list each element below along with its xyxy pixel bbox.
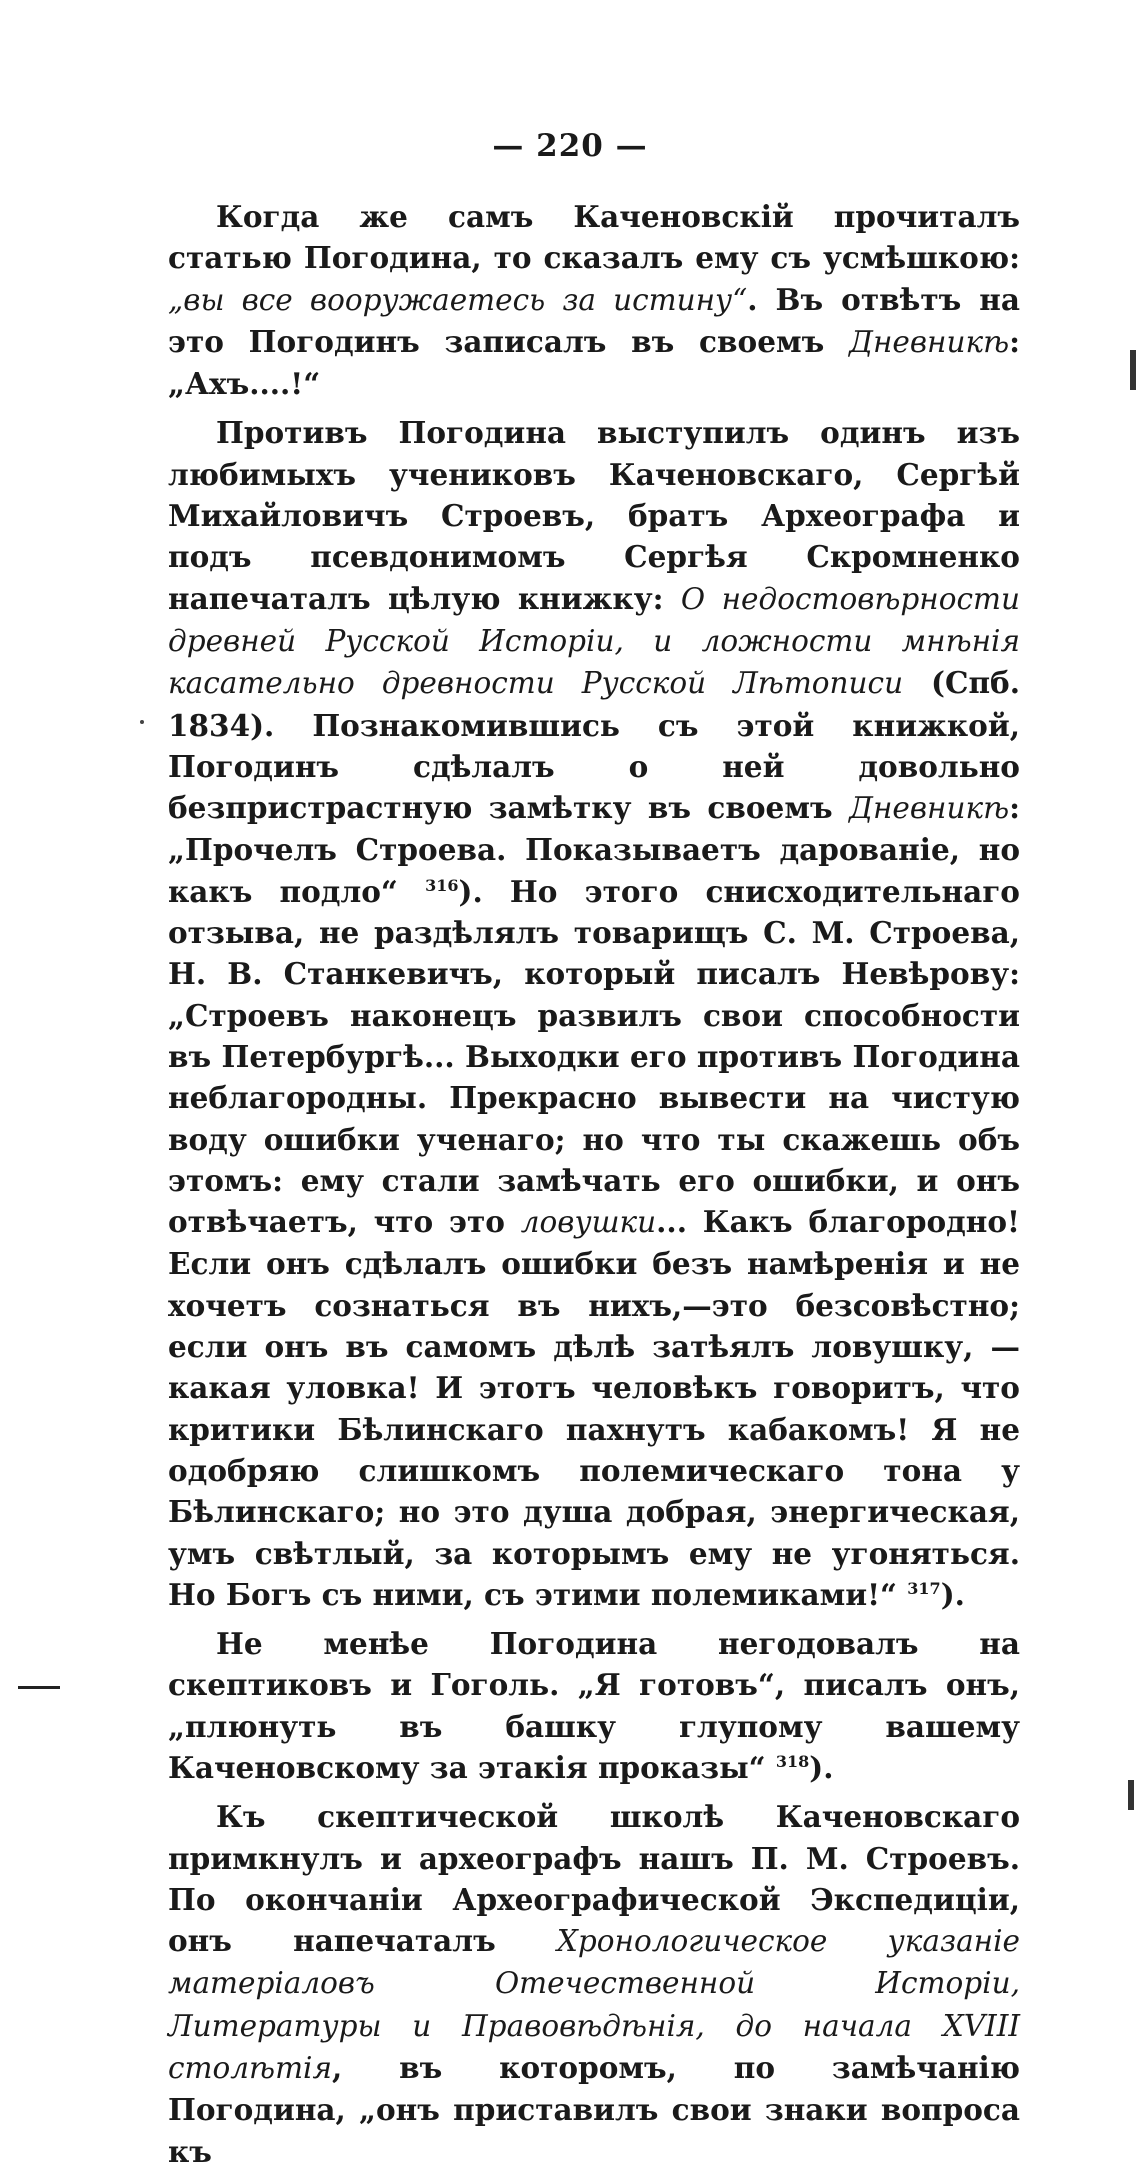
text-run: (Спб. 1834). Познакомившись съ этой книжкой, Погодинъ сдѣлалъ о ней довольно безпристрастную замѣтку въ своемъ bbox=[168, 665, 1021, 826]
margin-dash bbox=[18, 1686, 60, 1689]
text-run: ). bbox=[940, 1576, 965, 1612]
text-run: : „Ахъ....!“ bbox=[168, 323, 1020, 402]
italic-text: „вы все вооружаетесь за истину“ bbox=[168, 282, 748, 317]
text-run: Когда же самъ Каченовскій прочиталъ статью Погодина, то сказалъ ему съ усмѣшкою: bbox=[168, 199, 1020, 276]
text-run: , въ которомъ, по замѣчанію Погодина, „онъ приставилъ свои знаки вопроса къ bbox=[168, 2050, 1020, 2169]
text-run: . Въ отвѣтъ на это Погодинъ записалъ въ своемъ bbox=[168, 281, 1020, 359]
edge-mark bbox=[1128, 1780, 1134, 1810]
footnote-ref: 317 bbox=[907, 1578, 941, 1598]
body-text bbox=[168, 196, 1020, 2172]
text-run: Не менѣе Погодина негодовалъ на скептиковъ и Гоголь. „Я готовъ“, писалъ онъ, „плюнуть въ башку глупому вашему Каченовскому за этакія проказы“ bbox=[168, 1626, 1020, 1785]
paragraph bbox=[168, 1796, 1020, 2172]
italic-text: Дневникѣ bbox=[848, 324, 1010, 359]
text-run: ). bbox=[809, 1749, 834, 1785]
page-number: — 220 — bbox=[492, 128, 648, 164]
margin-mark bbox=[140, 720, 144, 724]
footnote-ref: 318 bbox=[775, 1751, 810, 1771]
italic-text: Дневникѣ bbox=[848, 791, 1010, 826]
paragraph bbox=[168, 196, 1020, 404]
text-run: ). Но этого снисходительнаго отзыва, не раздѣлялъ товарищъ С. М. Строева, Н. В. Станкевичъ, который писалъ Невѣрову: „Строевъ наконецъ развилъ свои способности въ Петербургѣ... Выходки его противъ Погодина неблагородны. Прекрасно вывести на чистую воду ошибки ученаго; но что ты скажешь объ этомъ: ему стали замѣчать его ошибки, и онъ отвѣчаетъ, что это bbox=[168, 873, 1020, 1240]
italic-text: О недостовѣрности древней Русской Исторіи, и ложности мнѣнія касательно древности Русской Лѣтописи bbox=[168, 581, 1020, 701]
footnote-ref: 316 bbox=[425, 875, 459, 895]
italic-text: ловушки bbox=[520, 1205, 657, 1240]
italic-text: Хронологическое указаніе матеріаловъ Отечественной Исторіи, Литературы и Правовѣдѣнія, до начала XVIII столѣтія bbox=[168, 1924, 1020, 2086]
paragraph bbox=[168, 1623, 1020, 1788]
text-run: Къ скептической школѣ Каченовскаго примкнулъ и археографъ нашъ П. М. Строевъ. По окончаніи Археографической Экспедиціи, онъ напечаталъ bbox=[168, 1799, 1020, 1959]
text-run: : „Прочелъ Строева. Показываетъ дарованіе, но какъ подло“ bbox=[168, 790, 1020, 909]
text-run: ... Какъ благородно! Если онъ сдѣлалъ ошибки безъ намѣренія и не хочетъ сознаться въ нихъ,—это безсовѣстно; если онъ въ самомъ дѣлѣ затѣялъ ловушку, — какая уловка! И этотъ человѣкъ говоритъ, что критики Бѣлинскаго пахнутъ кабакомъ! Я не одобряю слишкомъ полемическаго тона у Бѣлинскаго; но это душа добрая, энергическая, умъ свѣтлый, за которымъ ему не угоняться. Но Богъ съ ними, съ этими полемиками!“ bbox=[168, 1204, 1021, 1612]
edge-mark bbox=[1130, 350, 1136, 390]
paragraph bbox=[168, 412, 1020, 1615]
text-run: Противъ Погодина выступилъ одинъ изъ любимыхъ учениковъ Каченовскаго, Сергѣй Михайловичъ Строевъ, братъ Археографа и подъ псевдонимомъ Сергѣя Скромненко напечаталъ цѣлую книжку: bbox=[168, 415, 1020, 616]
